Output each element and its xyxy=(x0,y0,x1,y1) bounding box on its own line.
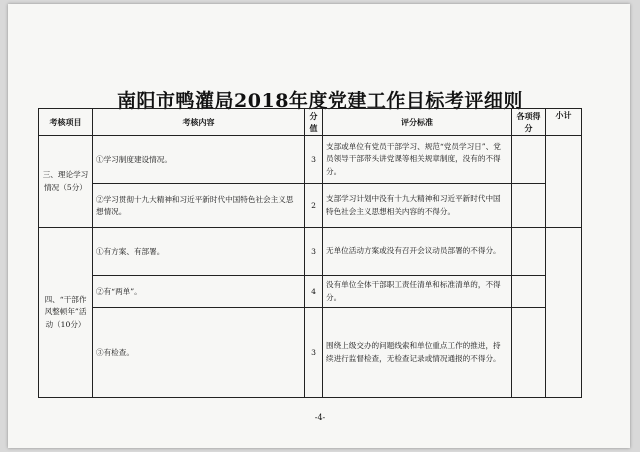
header-points: 分值 xyxy=(305,109,323,136)
header-item-score: 各项得分 xyxy=(512,109,546,136)
points-cell: 3 xyxy=(305,228,323,276)
content-cell: ①学习制度建设情况。 xyxy=(93,136,305,184)
criteria-cell: 支部学习计划中没有十九大精神和习近平新时代中国特色社会主义思想相关内容的不得分。 xyxy=(323,184,512,228)
criteria-cell: 围绕上级交办的问题线索和单位重点工作的推进，持续进行监督检查，无检查记录或情况通报的不得分。 xyxy=(323,308,512,398)
item-score-cell xyxy=(512,228,546,276)
page-title: 南阳市鸭灌局2018年度党建工作目标考评细则 xyxy=(117,90,523,112)
header-row xyxy=(39,109,582,136)
points-cell: 2 xyxy=(305,184,323,228)
item-score-cell xyxy=(512,184,546,228)
page-number: -4- xyxy=(314,413,326,422)
content-cell: ②有“两单”。 xyxy=(93,276,305,308)
item-score-cell xyxy=(512,308,546,398)
criteria-cell: 支部或单位有党员干部学习、规范“党员学习日”、党员领导干部带头讲党课等相关规章制度，没有的不得分。 xyxy=(323,136,512,184)
subtotal-cell xyxy=(546,228,582,398)
item-score-cell xyxy=(512,136,546,184)
category-cell: 三、理论学习情况（5分） xyxy=(39,136,93,228)
table-row xyxy=(39,308,582,398)
subtotal-cell xyxy=(546,136,582,228)
points-cell: 3 xyxy=(305,308,323,398)
points-cell: 4 xyxy=(305,276,323,308)
table-row xyxy=(39,276,582,308)
item-score-cell xyxy=(512,276,546,308)
table-row xyxy=(39,136,582,184)
table-row xyxy=(39,228,582,276)
header-project: 考核项目 xyxy=(39,109,93,136)
criteria-cell: 无单位活动方案或没有召开会议动员部署的不得分。 xyxy=(323,228,512,276)
content-cell: ②学习贯彻十九大精神和习近平新时代中国特色社会主义思想情况。 xyxy=(93,184,305,228)
header-content: 考核内容 xyxy=(93,109,305,136)
content-cell: ①有方案、有部署。 xyxy=(93,228,305,276)
criteria-cell: 没有单位全体干部职工责任清单和标准清单的，不得分。 xyxy=(323,276,512,308)
table-row xyxy=(39,184,582,228)
content-cell: ③有检查。 xyxy=(93,308,305,398)
points-cell: 3 xyxy=(305,136,323,184)
evaluation-table xyxy=(38,108,582,398)
category-cell: 四、“干部作风整顿年”活动（10分） xyxy=(39,228,93,398)
header-criteria: 评分标准 xyxy=(323,109,512,136)
header-subtotal: 小计 xyxy=(546,109,582,136)
